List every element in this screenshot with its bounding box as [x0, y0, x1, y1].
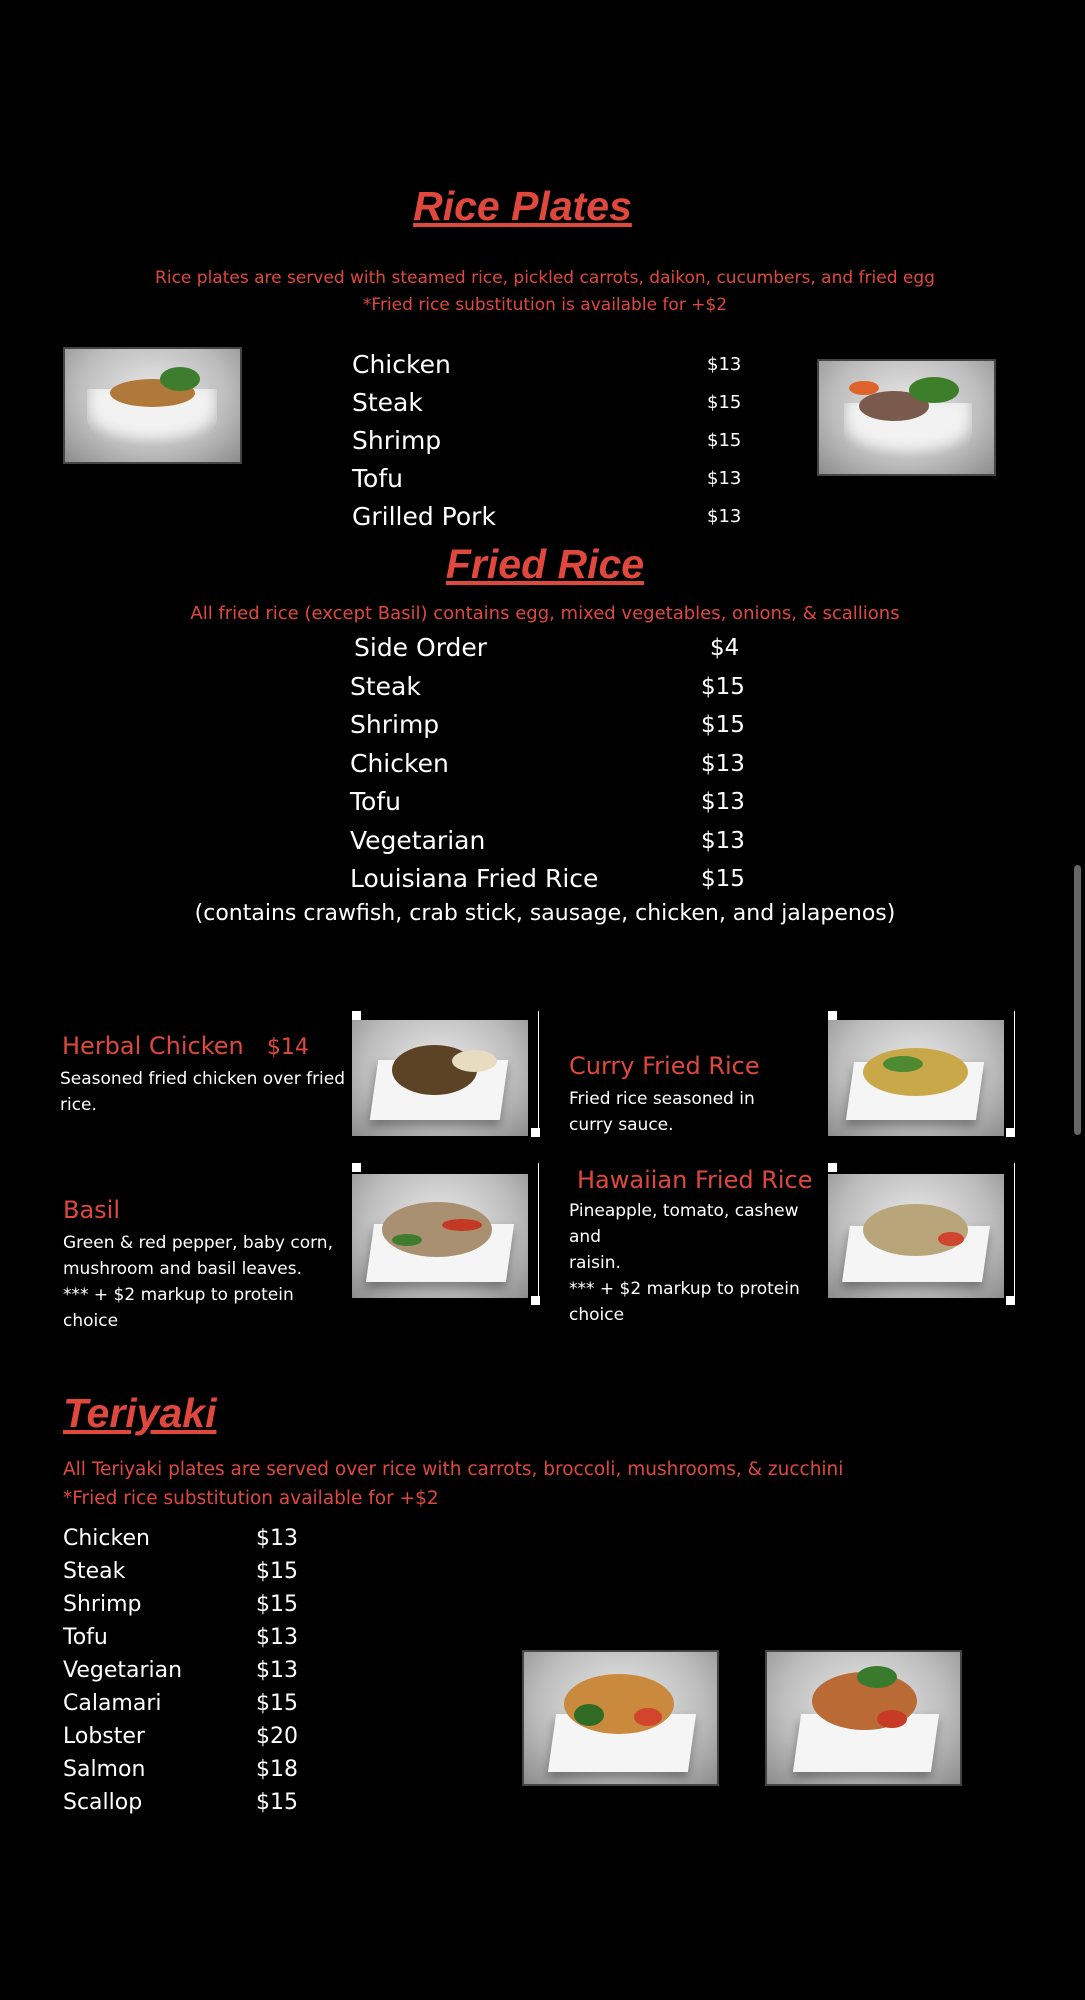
- image-edge-line: [538, 1163, 539, 1304]
- fried-rice-item-price: $13: [701, 827, 745, 854]
- herbal-chicken-name: Herbal Chicken: [62, 1032, 244, 1060]
- fried-rice-item-price: $13: [701, 789, 745, 815]
- image-handle: [828, 1011, 837, 1020]
- teriyaki-item-price: $15: [256, 1790, 298, 1815]
- teriyaki-row: [63, 1621, 323, 1654]
- herbal-chicken-price: $14: [266, 1035, 309, 1060]
- teriyaki-item-price: $13: [256, 1526, 298, 1551]
- fried-rice-row: [350, 706, 750, 745]
- rice-plate-photo-left: [63, 347, 242, 464]
- rice-plates-row: [352, 384, 742, 422]
- teriyaki-item-price: $13: [256, 1658, 298, 1683]
- fried-rice-row: [350, 860, 750, 899]
- rice-plates-title: Rice Plates: [413, 183, 632, 229]
- hawaiian-desc-line: raisin.: [569, 1253, 621, 1273]
- fried-rice-row: [350, 822, 750, 861]
- teriyaki-row: [63, 1753, 323, 1786]
- fried-rice-row: [350, 745, 750, 784]
- teriyaki-row: [63, 1687, 323, 1720]
- teriyaki-menu-list: [63, 1522, 323, 1819]
- fried-rice-row: [350, 783, 750, 822]
- teriyaki-title: Teriyaki: [63, 1390, 217, 1436]
- hawaiian-fried-rice-photo: [828, 1174, 1004, 1298]
- rice-plates-fried-sub-note: *Fried rice substitution is available for +$2: [362, 295, 728, 315]
- basil-desc-line: Green & red pepper, baby corn,: [63, 1233, 333, 1253]
- teriyaki-row: [63, 1555, 323, 1588]
- herbal-chicken-photo: [352, 1020, 528, 1136]
- fried-rice-row: [350, 629, 750, 668]
- teriyaki-item-name: Vegetarian: [63, 1658, 183, 1683]
- rice-plates-item-price: $15: [707, 392, 742, 413]
- fried-rice-item-name: Steak: [350, 671, 421, 701]
- basil-desc-line: mushroom and basil leaves.: [63, 1259, 303, 1279]
- rice-plates-item-name: Shrimp: [352, 426, 442, 455]
- teriyaki-item-price: $18: [256, 1757, 298, 1782]
- rice-plates-item-name: Grilled Pork: [352, 502, 496, 531]
- fried-rice-row: [350, 668, 750, 707]
- teriyaki-item-price: $13: [256, 1625, 298, 1650]
- rice-plates-menu-list: [352, 346, 742, 536]
- teriyaki-photo-right: [765, 1650, 962, 1786]
- fried-rice-item-price: $15: [701, 866, 745, 892]
- fried-rice-item-name: Chicken: [350, 748, 449, 778]
- teriyaki-row: [63, 1588, 323, 1621]
- teriyaki-item-name: Scallop: [63, 1790, 143, 1815]
- rice-plates-item-name: Tofu: [352, 464, 403, 493]
- fried-rice-item-price: $15: [701, 673, 745, 700]
- fried-rice-item-name: Shrimp: [350, 710, 440, 739]
- teriyaki-fried-sub-note: *Fried rice substitution available for +$2: [63, 1488, 439, 1509]
- hawaiian-fried-rice-name: Hawaiian Fried Rice: [577, 1166, 813, 1194]
- teriyaki-item-name: Chicken: [63, 1526, 150, 1551]
- teriyaki-item-price: $15: [256, 1691, 298, 1716]
- teriyaki-item-name: Lobster: [63, 1724, 145, 1749]
- curry-fried-rice-name: Curry Fried Rice: [569, 1052, 760, 1080]
- rice-plates-item-price: $13: [707, 506, 742, 527]
- fried-rice-note: All fried rice (except Basil) contains egg, mixed vegetables, onions, & scallions: [190, 603, 900, 624]
- teriyaki-item-name: Steak: [63, 1559, 126, 1584]
- fried-rice-item-name: Vegetarian: [350, 825, 486, 855]
- louisiana-note: (contains crawfish, crab stick, sausage, chicken, and jalapenos): [194, 901, 896, 926]
- scrollbar-thumb[interactable]: [1074, 865, 1081, 1135]
- rice-plates-row: [352, 422, 742, 460]
- herbal-chicken-block: [62, 1032, 352, 1118]
- image-handle: [352, 1011, 361, 1020]
- image-handle: [828, 1163, 837, 1172]
- teriyaki-row: [63, 1522, 323, 1555]
- teriyaki-row: [63, 1786, 323, 1819]
- teriyaki-item-price: $20: [256, 1724, 298, 1749]
- teriyaki-row: [63, 1720, 323, 1753]
- basil-photo: [352, 1174, 528, 1298]
- rice-plates-item-price: $13: [707, 354, 742, 375]
- image-edge-line: [1014, 1163, 1015, 1304]
- fried-rice-item-name: Side Order: [354, 633, 488, 662]
- fried-rice-menu-list: [350, 629, 750, 899]
- rice-plates-item-price: $15: [707, 430, 742, 451]
- rice-plate-photo-right: [817, 359, 996, 476]
- fried-rice-item-price: $15: [701, 712, 745, 738]
- fried-rice-item-price: $13: [701, 750, 745, 777]
- image-edge-line: [538, 1011, 539, 1135]
- teriyaki-item-price: $15: [256, 1592, 298, 1617]
- teriyaki-item-name: Calamari: [63, 1691, 162, 1716]
- hawaiian-fried-rice-block: [569, 1166, 829, 1328]
- hawaiian-desc-line: Pineapple, tomato, cashew and: [569, 1201, 799, 1247]
- teriyaki-item-name: Shrimp: [63, 1592, 142, 1617]
- fried-rice-item-price: $4: [710, 635, 740, 661]
- teriyaki-item-price: $15: [256, 1559, 298, 1584]
- herbal-chicken-desc: Seasoned fried chicken over fried rice.: [60, 1069, 346, 1115]
- fried-rice-title: Fried Rice: [445, 541, 645, 587]
- teriyaki-item-name: Salmon: [63, 1757, 146, 1782]
- rice-plates-row: [352, 346, 742, 384]
- teriyaki-row: [63, 1654, 323, 1687]
- image-handle: [352, 1163, 361, 1172]
- image-edge-line: [1014, 1011, 1015, 1135]
- curry-fried-rice-block: [569, 1052, 819, 1138]
- teriyaki-item-name: Tofu: [63, 1625, 108, 1650]
- teriyaki-note: All Teriyaki plates are served over rice with carrots, broccoli, mushrooms, & zucchini: [63, 1459, 844, 1480]
- teriyaki-photo-left: [522, 1650, 719, 1786]
- rice-plates-item-price: $13: [707, 468, 742, 489]
- rice-plates-note: Rice plates are served with steamed rice, pickled carrots, daikon, cucumbers, and fried egg: [155, 268, 935, 288]
- basil-name: Basil: [63, 1196, 121, 1224]
- rice-plates-item-name: Steak: [352, 388, 423, 417]
- fried-rice-item-name: Tofu: [350, 787, 401, 816]
- curry-fried-rice-photo: [828, 1020, 1004, 1136]
- hawaiian-desc-line: choice: [569, 1305, 625, 1325]
- basil-block: [63, 1196, 353, 1334]
- rice-plates-item-name: Chicken: [352, 350, 451, 379]
- hawaiian-desc-line: *** + $2 markup to protein: [569, 1279, 800, 1299]
- fried-rice-item-name: Louisiana Fried Rice: [350, 864, 599, 893]
- rice-plates-row: [352, 460, 742, 498]
- curry-fried-rice-desc: Fried rice seasoned in curry sauce.: [569, 1089, 755, 1135]
- rice-plates-row: [352, 498, 742, 536]
- basil-desc-line: *** + $2 markup to protein choice: [63, 1285, 294, 1331]
